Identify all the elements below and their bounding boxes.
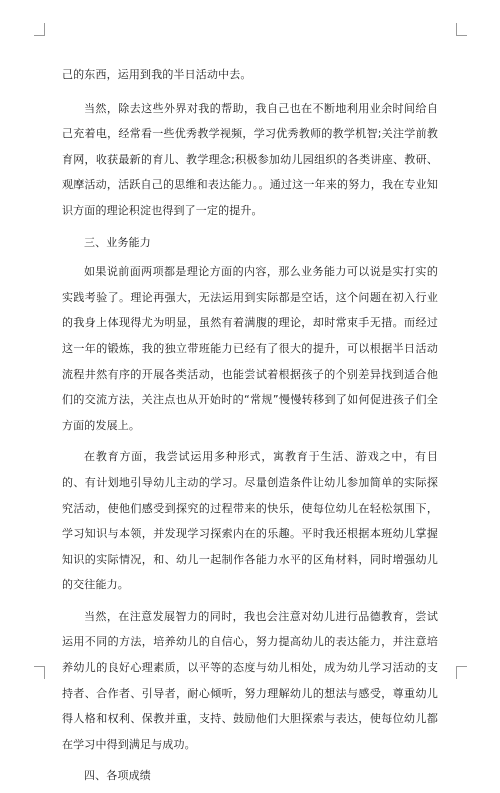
paragraph-education: 在教育方面，我尝试运用多种形式，寓教育于生活、游戏之中，有目的、有计划地引导幼儿主动的学习。尽量创造条件让幼儿参加简单的实际探究活动，使他们感受到探究的过程带来的快乐，使每位幼儿在轻松氛围下，学习知识与本领，并发现学习探索内在的乐趣。平时我还根据本班幼儿掌握知识的实际情况，和、幼儿一起制作各能力水平的区角材料，同时增强幼儿的交往能力。 [62,450,438,592]
crop-mark-bottom-right [456,666,467,679]
crop-mark-top-right [456,23,467,36]
paragraph-moral-education: 当然，在注意发展智力的同时，我也会注意对幼儿进行品德教育，尝试运用不同的方法，培养幼儿的自信心，努力提高幼儿的表达能力，并注意培养幼儿的良好心理素质，以平等的态度与幼儿相处，成为幼儿学习活动的支持者、合作者、引导者，耐心倾听，努力理解幼儿的想法与感受，尊重幼儿得人格和权利、保教并重，支持、鼓励他们大胆探索与表达，使每位幼儿都在学习中得到满足与成功。 [62,609,438,751]
document-body [62,62,438,793]
paragraph-self-study: 当然，除去这些外界对我的帮助，我自己也在不断地利用业余时间给自己充着电，经常看一些优秀教学视频，学习优秀教师的教学机智;关注学前教育网，收获最新的育儿、教学理念;积极参加幼儿园组织的各类讲座、教研、观摩活动，活跃自己的思维和表达能力。。通过这一年来的努力，我在专业知识方面的理论积淀也得到了一定的提升。 [62,101,438,217]
crop-mark-top-left [34,23,45,36]
section-heading-achievements: 四、各项成绩 [84,769,151,783]
paragraph-continuation: 己的东西，运用到我的半日活动中去。 [62,68,252,81]
crop-mark-bottom-left [34,666,45,679]
section-heading-business-ability: 三、业务能力 [84,235,151,249]
paragraph-practice: 如果说前面两项都是理论方面的内容，那么业务能力可以说是实打实的实践考验了。理论再强大，无法运用到实际都是空话，这个问题在初入行业的我身上体现得尤为明显，虽然有着满腹的理论，却时常束手无措。而经过这一年的锻炼，我的独立带班能力已经有了很大的提升，可以根据半日活动流程井然有序的开展各类活动，也能尝试着根据孩子的个别差异找到适合他们的交流方法，关注点也从开始时的“常规”慢慢转移到了如何促进孩子们全方面的发展上。 [62,265,438,432]
